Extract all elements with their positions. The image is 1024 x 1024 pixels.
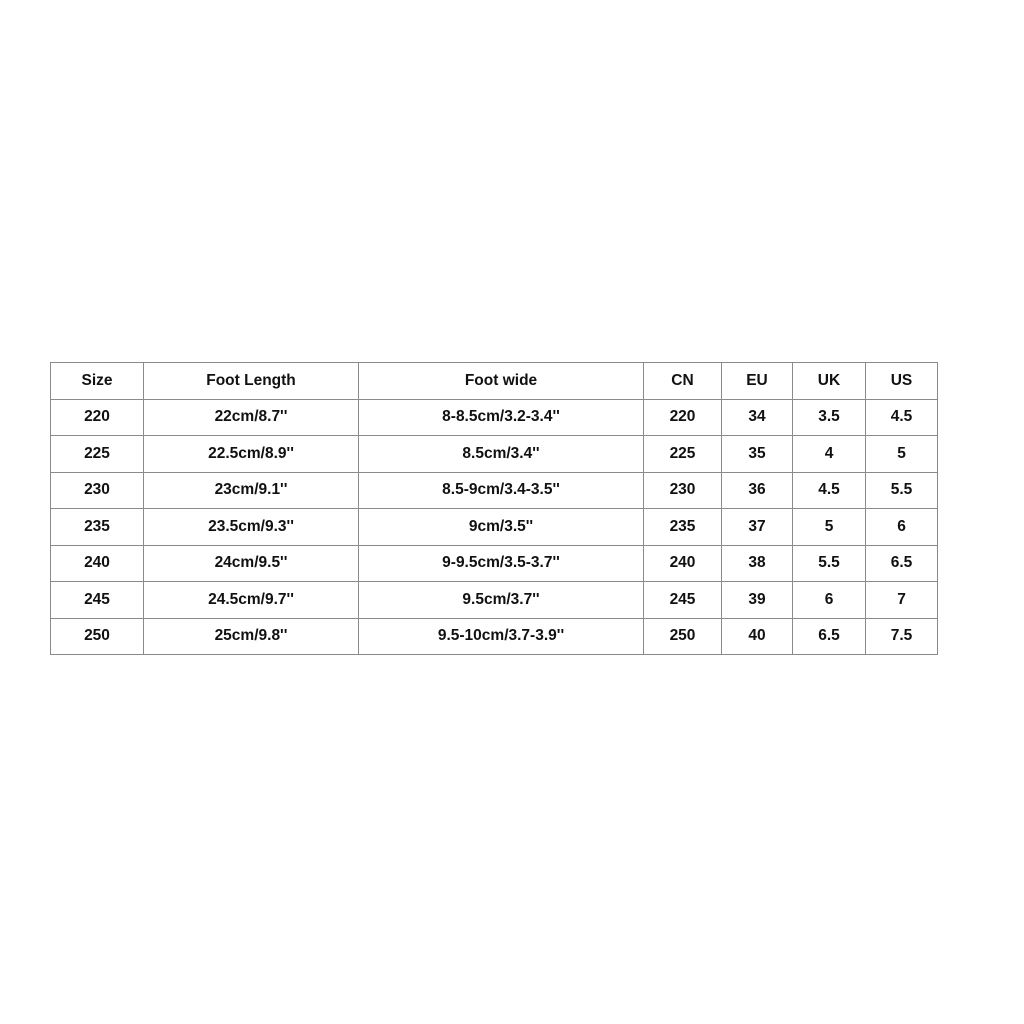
- cell-foot-wide: 8.5-9cm/3.4-3.5'': [359, 472, 644, 509]
- cell-foot-length: 23cm/9.1'': [144, 472, 359, 509]
- cell-foot-length: 25cm/9.8'': [144, 618, 359, 655]
- cell-foot-wide: 9.5-10cm/3.7-3.9'': [359, 618, 644, 655]
- cell-foot-length: 22.5cm/8.9'': [144, 436, 359, 473]
- cell-cn: 235: [644, 509, 722, 546]
- cell-foot-length: 23.5cm/9.3'': [144, 509, 359, 546]
- cell-size: 220: [51, 399, 144, 436]
- cell-eu: 38: [722, 545, 793, 582]
- table-row: [51, 509, 938, 546]
- cell-uk: 6.5: [793, 618, 866, 655]
- header-uk: UK: [793, 363, 866, 400]
- table-row: [51, 472, 938, 509]
- cell-foot-wide: 8-8.5cm/3.2-3.4'': [359, 399, 644, 436]
- cell-size: 250: [51, 618, 144, 655]
- cell-cn: 245: [644, 582, 722, 619]
- cell-us: 7: [866, 582, 938, 619]
- cell-uk: 3.5: [793, 399, 866, 436]
- table-row: [51, 545, 938, 582]
- header-foot-length: Foot Length: [144, 363, 359, 400]
- header-row: [51, 363, 938, 400]
- cell-us: 5: [866, 436, 938, 473]
- cell-foot-length: 24.5cm/9.7'': [144, 582, 359, 619]
- cell-us: 7.5: [866, 618, 938, 655]
- table-row: [51, 618, 938, 655]
- cell-foot-length: 22cm/8.7'': [144, 399, 359, 436]
- cell-uk: 5: [793, 509, 866, 546]
- table-row: [51, 399, 938, 436]
- cell-uk: 5.5: [793, 545, 866, 582]
- cell-eu: 37: [722, 509, 793, 546]
- cell-us: 5.5: [866, 472, 938, 509]
- cell-size: 235: [51, 509, 144, 546]
- header-eu: EU: [722, 363, 793, 400]
- cell-cn: 220: [644, 399, 722, 436]
- cell-eu: 40: [722, 618, 793, 655]
- table-row: [51, 436, 938, 473]
- header-size: Size: [51, 363, 144, 400]
- cell-us: 6: [866, 509, 938, 546]
- cell-foot-wide: 8.5cm/3.4'': [359, 436, 644, 473]
- cell-foot-wide: 9-9.5cm/3.5-3.7'': [359, 545, 644, 582]
- cell-eu: 34: [722, 399, 793, 436]
- size-chart-table: [50, 362, 938, 655]
- cell-us: 6.5: [866, 545, 938, 582]
- cell-foot-length: 24cm/9.5'': [144, 545, 359, 582]
- cell-eu: 36: [722, 472, 793, 509]
- cell-eu: 35: [722, 436, 793, 473]
- cell-us: 4.5: [866, 399, 938, 436]
- cell-uk: 4.5: [793, 472, 866, 509]
- header-us: US: [866, 363, 938, 400]
- cell-cn: 250: [644, 618, 722, 655]
- cell-size: 225: [51, 436, 144, 473]
- table-row: [51, 582, 938, 619]
- cell-size: 245: [51, 582, 144, 619]
- cell-eu: 39: [722, 582, 793, 619]
- cell-cn: 225: [644, 436, 722, 473]
- cell-uk: 4: [793, 436, 866, 473]
- header-foot-wide: Foot wide: [359, 363, 644, 400]
- cell-size: 230: [51, 472, 144, 509]
- cell-uk: 6: [793, 582, 866, 619]
- cell-cn: 230: [644, 472, 722, 509]
- cell-cn: 240: [644, 545, 722, 582]
- cell-size: 240: [51, 545, 144, 582]
- cell-foot-wide: 9cm/3.5'': [359, 509, 644, 546]
- cell-foot-wide: 9.5cm/3.7'': [359, 582, 644, 619]
- header-cn: CN: [644, 363, 722, 400]
